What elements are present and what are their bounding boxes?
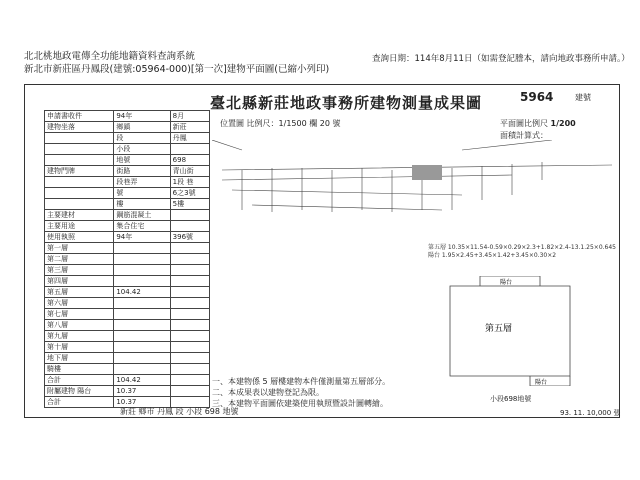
table-cell: 丹鳳 [170,133,209,144]
table-cell [45,155,114,166]
table-row [45,331,210,342]
table-cell [114,331,170,342]
table-cell [170,353,209,364]
table-cell: 青山街 [170,166,209,177]
office-name: 北北桃地政電傳全功能地籍資料查詢系統 [24,51,196,62]
table-cell [114,254,170,265]
table-row [45,375,210,386]
table-cell [114,276,170,287]
table-cell: 396號 [170,232,209,243]
table-cell: 建物門牌 [45,166,114,177]
table-cell: 段巷弄 [114,177,170,188]
building-number: 5964 [520,90,554,104]
table-cell [170,287,209,298]
plan-scale-value: 1/200 [550,119,576,128]
table-cell: 第三層 [45,265,114,276]
table-cell [170,265,209,276]
table-cell [45,177,114,188]
table-cell: 集合住宅 [114,221,170,232]
table-row [45,133,210,144]
table-cell [45,144,114,155]
table-cell: 第八層 [45,320,114,331]
location-scale: 位置圖 比例尺：1/1500 欄 20 號 [220,119,341,128]
table-row [45,166,210,177]
table-cell: 號 [114,188,170,199]
table-row [45,276,210,287]
table-cell [114,342,170,353]
table-row [45,210,210,221]
table-cell: 5樓 [170,199,209,210]
table-cell: 8月 [170,111,209,122]
table-cell: 合計 [45,375,114,386]
table-cell: 第九層 [45,331,114,342]
table-cell: 第十層 [45,342,114,353]
area-label: 面積計算式： [500,131,548,140]
table-row [45,309,210,320]
table-cell: 10.37 [114,386,170,397]
sheet-title: 臺北縣新莊地政事務所建物測量成果圖 [210,94,483,112]
building-info-table [44,110,210,408]
table-cell [45,199,114,210]
table-cell [170,375,209,386]
table-cell: 樓 [114,199,170,210]
table-row [45,386,210,397]
table-cell: 主要建材 [45,210,114,221]
table-row [45,232,210,243]
table-cell [114,320,170,331]
table-row [45,111,210,122]
table-cell: 94年 [114,111,170,122]
table-cell: 第四層 [45,276,114,287]
table-cell [114,364,170,375]
footer-date: 93. 11. 10,000 張 [560,409,621,417]
formula-line-2: 陽台 1.95×2.45+3.45×1.42+3.45×0.30×2 [428,252,557,259]
table-cell [170,309,209,320]
table-row [45,243,210,254]
table-cell: 104.42 [114,375,170,386]
table-cell: 申請書收件 [45,111,114,122]
target-parcel [412,165,442,180]
table-cell: 94年 [114,232,170,243]
balcony-label-bottom: 陽台 [535,379,548,386]
table-row [45,221,210,232]
note-2: 二、本成果表以建物登記為限。 [212,388,324,397]
query-line: 新北市新莊區丹鳳段(建號:05964-000)[第一次]建物平面圖(已縮小列印) [24,64,330,75]
area-formula [428,244,616,260]
location-map [212,140,617,240]
table-cell: 6之3號 [170,188,209,199]
footer-line: 新莊 鄉市 丹鳳 段 小段 698 地號 [120,407,239,416]
table-cell [170,364,209,375]
table-cell [170,254,209,265]
table-cell: 小段 [114,144,170,155]
table-row [45,298,210,309]
table-cell: 主要用途 [45,221,114,232]
table-cell: 第六層 [45,298,114,309]
table-cell: 10.37 [114,397,170,408]
header-left [24,50,329,76]
table-cell: 第一層 [45,243,114,254]
table-cell: 附屬建物 陽台 [45,386,114,397]
table-cell: 1段 巷 [170,177,209,188]
table-row [45,188,210,199]
table-cell [170,298,209,309]
table-row [45,144,210,155]
table-cell [170,210,209,221]
table-cell: 地號 [114,155,170,166]
notes [212,376,390,409]
table-cell: 第七層 [45,309,114,320]
table-row [45,199,210,210]
floor-label: 第五層 [485,324,513,334]
note-1: 一、本建物係 5 層樓建物本件僅測量第五層部分。 [212,377,391,386]
plan-scale-label: 平面圖比例尺 [500,119,548,128]
floor-plan [440,276,580,386]
table-row [45,364,210,375]
table-cell: 新莊 [170,122,209,133]
table-cell [170,276,209,287]
table-cell [170,243,209,254]
table-cell [114,298,170,309]
table-cell: 建物坐落 [45,122,114,133]
table-row [45,342,210,353]
table-cell: 第五層 [45,287,114,298]
table-cell: 街路 [114,166,170,177]
table-row [45,155,210,166]
table-cell [170,221,209,232]
table-row [45,122,210,133]
table-cell: 698 [170,155,209,166]
table-cell [45,133,114,144]
table-cell: 段 [114,133,170,144]
table-cell [114,243,170,254]
table-cell [170,342,209,353]
table-row [45,177,210,188]
formula-line-1: 第五層 10.35×11.54-0.59×0.29×2.3+1.82×2.4-13.1.25×0.645 [428,244,616,251]
plan-scale [500,118,576,129]
table-cell: 第二層 [45,254,114,265]
table-cell [114,309,170,320]
table-cell: 104.42 [114,287,170,298]
table-row [45,254,210,265]
table-cell [170,331,209,342]
table-cell [45,188,114,199]
building-number-suffix: 建號 [575,93,591,102]
print-info: 查詢日期：114年8月11日（如需登記謄本，請向地政事務所申請。） [372,54,630,64]
table-cell [114,265,170,276]
table-cell [114,353,170,364]
table-row [45,287,210,298]
balcony-label-top: 陽台 [500,279,513,286]
table-row [45,353,210,364]
table-cell [170,144,209,155]
table-cell: 騎樓 [45,364,114,375]
lot-label: 小段698地號 [490,395,532,403]
table-row [45,320,210,331]
table-cell: 地下層 [45,353,114,364]
note-3: 三、本建物平面圖依建築使用執照暨設計圖轉繪。 [212,399,388,408]
table-cell [170,386,209,397]
table-cell: 鋼筋混凝土 [114,210,170,221]
table-cell: 鄉鎮 [114,122,170,133]
table-row [45,265,210,276]
table-cell [170,320,209,331]
table-cell: 使用執照 [45,232,114,243]
table-cell: 合計 [45,397,114,408]
